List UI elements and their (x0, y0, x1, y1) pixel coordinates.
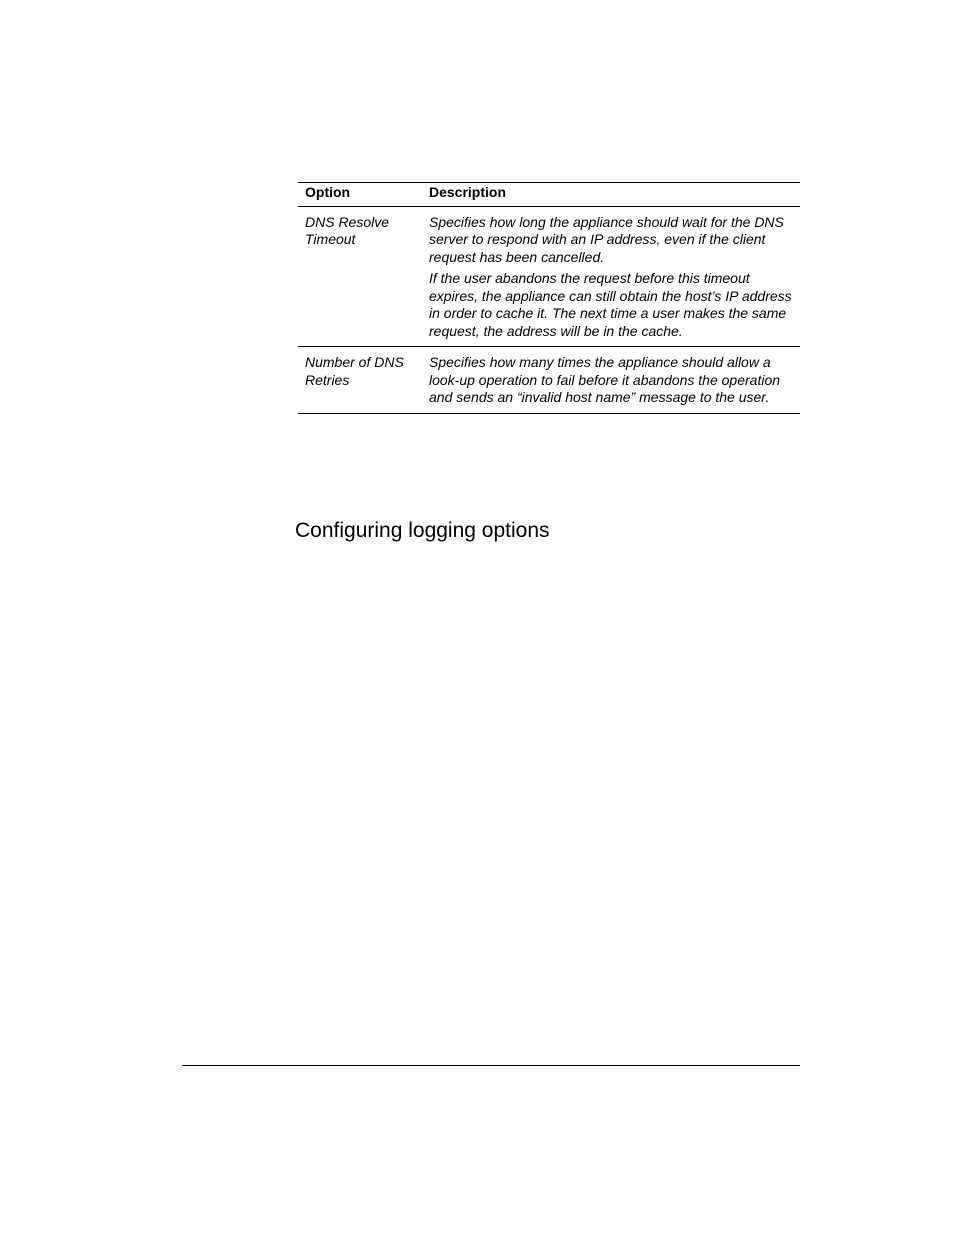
options-table (298, 182, 800, 414)
description-paragraph: Specifies how many times the appliance should allow a look-up operation to fail before it abandons the operation and sends an “invalid host name” message to the user. (429, 354, 781, 405)
option-cell: DNS Resolve Timeout (298, 206, 422, 347)
description-cell (422, 206, 800, 347)
table-row (298, 347, 800, 414)
description-paragraph: If the user abandons the request before this timeout expires, the appliance can still obtain the host’s IP address in order to cache it. The next time a user makes the same request, the address will be in the cache. (429, 270, 792, 339)
column-header-description: Description (422, 183, 800, 207)
table-row (298, 206, 800, 347)
table-header-row (298, 183, 800, 207)
description-cell (422, 347, 800, 414)
description-paragraph: Specifies how long the appliance should wait for the DNS server to respond with an IP address, even if the client request has been cancelled. (429, 213, 784, 265)
option-cell: Number of DNS Retries (298, 347, 422, 414)
footer-divider (182, 1065, 800, 1066)
section-heading: Configuring logging options (295, 519, 550, 542)
column-header-option: Option (298, 183, 422, 207)
